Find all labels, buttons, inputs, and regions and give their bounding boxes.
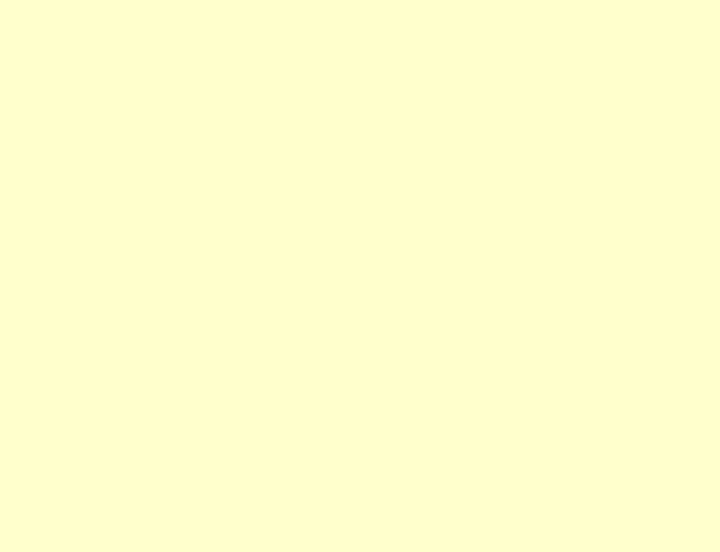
header-decoration-band: [0, 3, 720, 33]
footer-decoration-band: [0, 534, 720, 542]
header-pattern-graphic: [0, 3, 720, 33]
footer-pattern-graphic: [0, 539, 720, 547]
